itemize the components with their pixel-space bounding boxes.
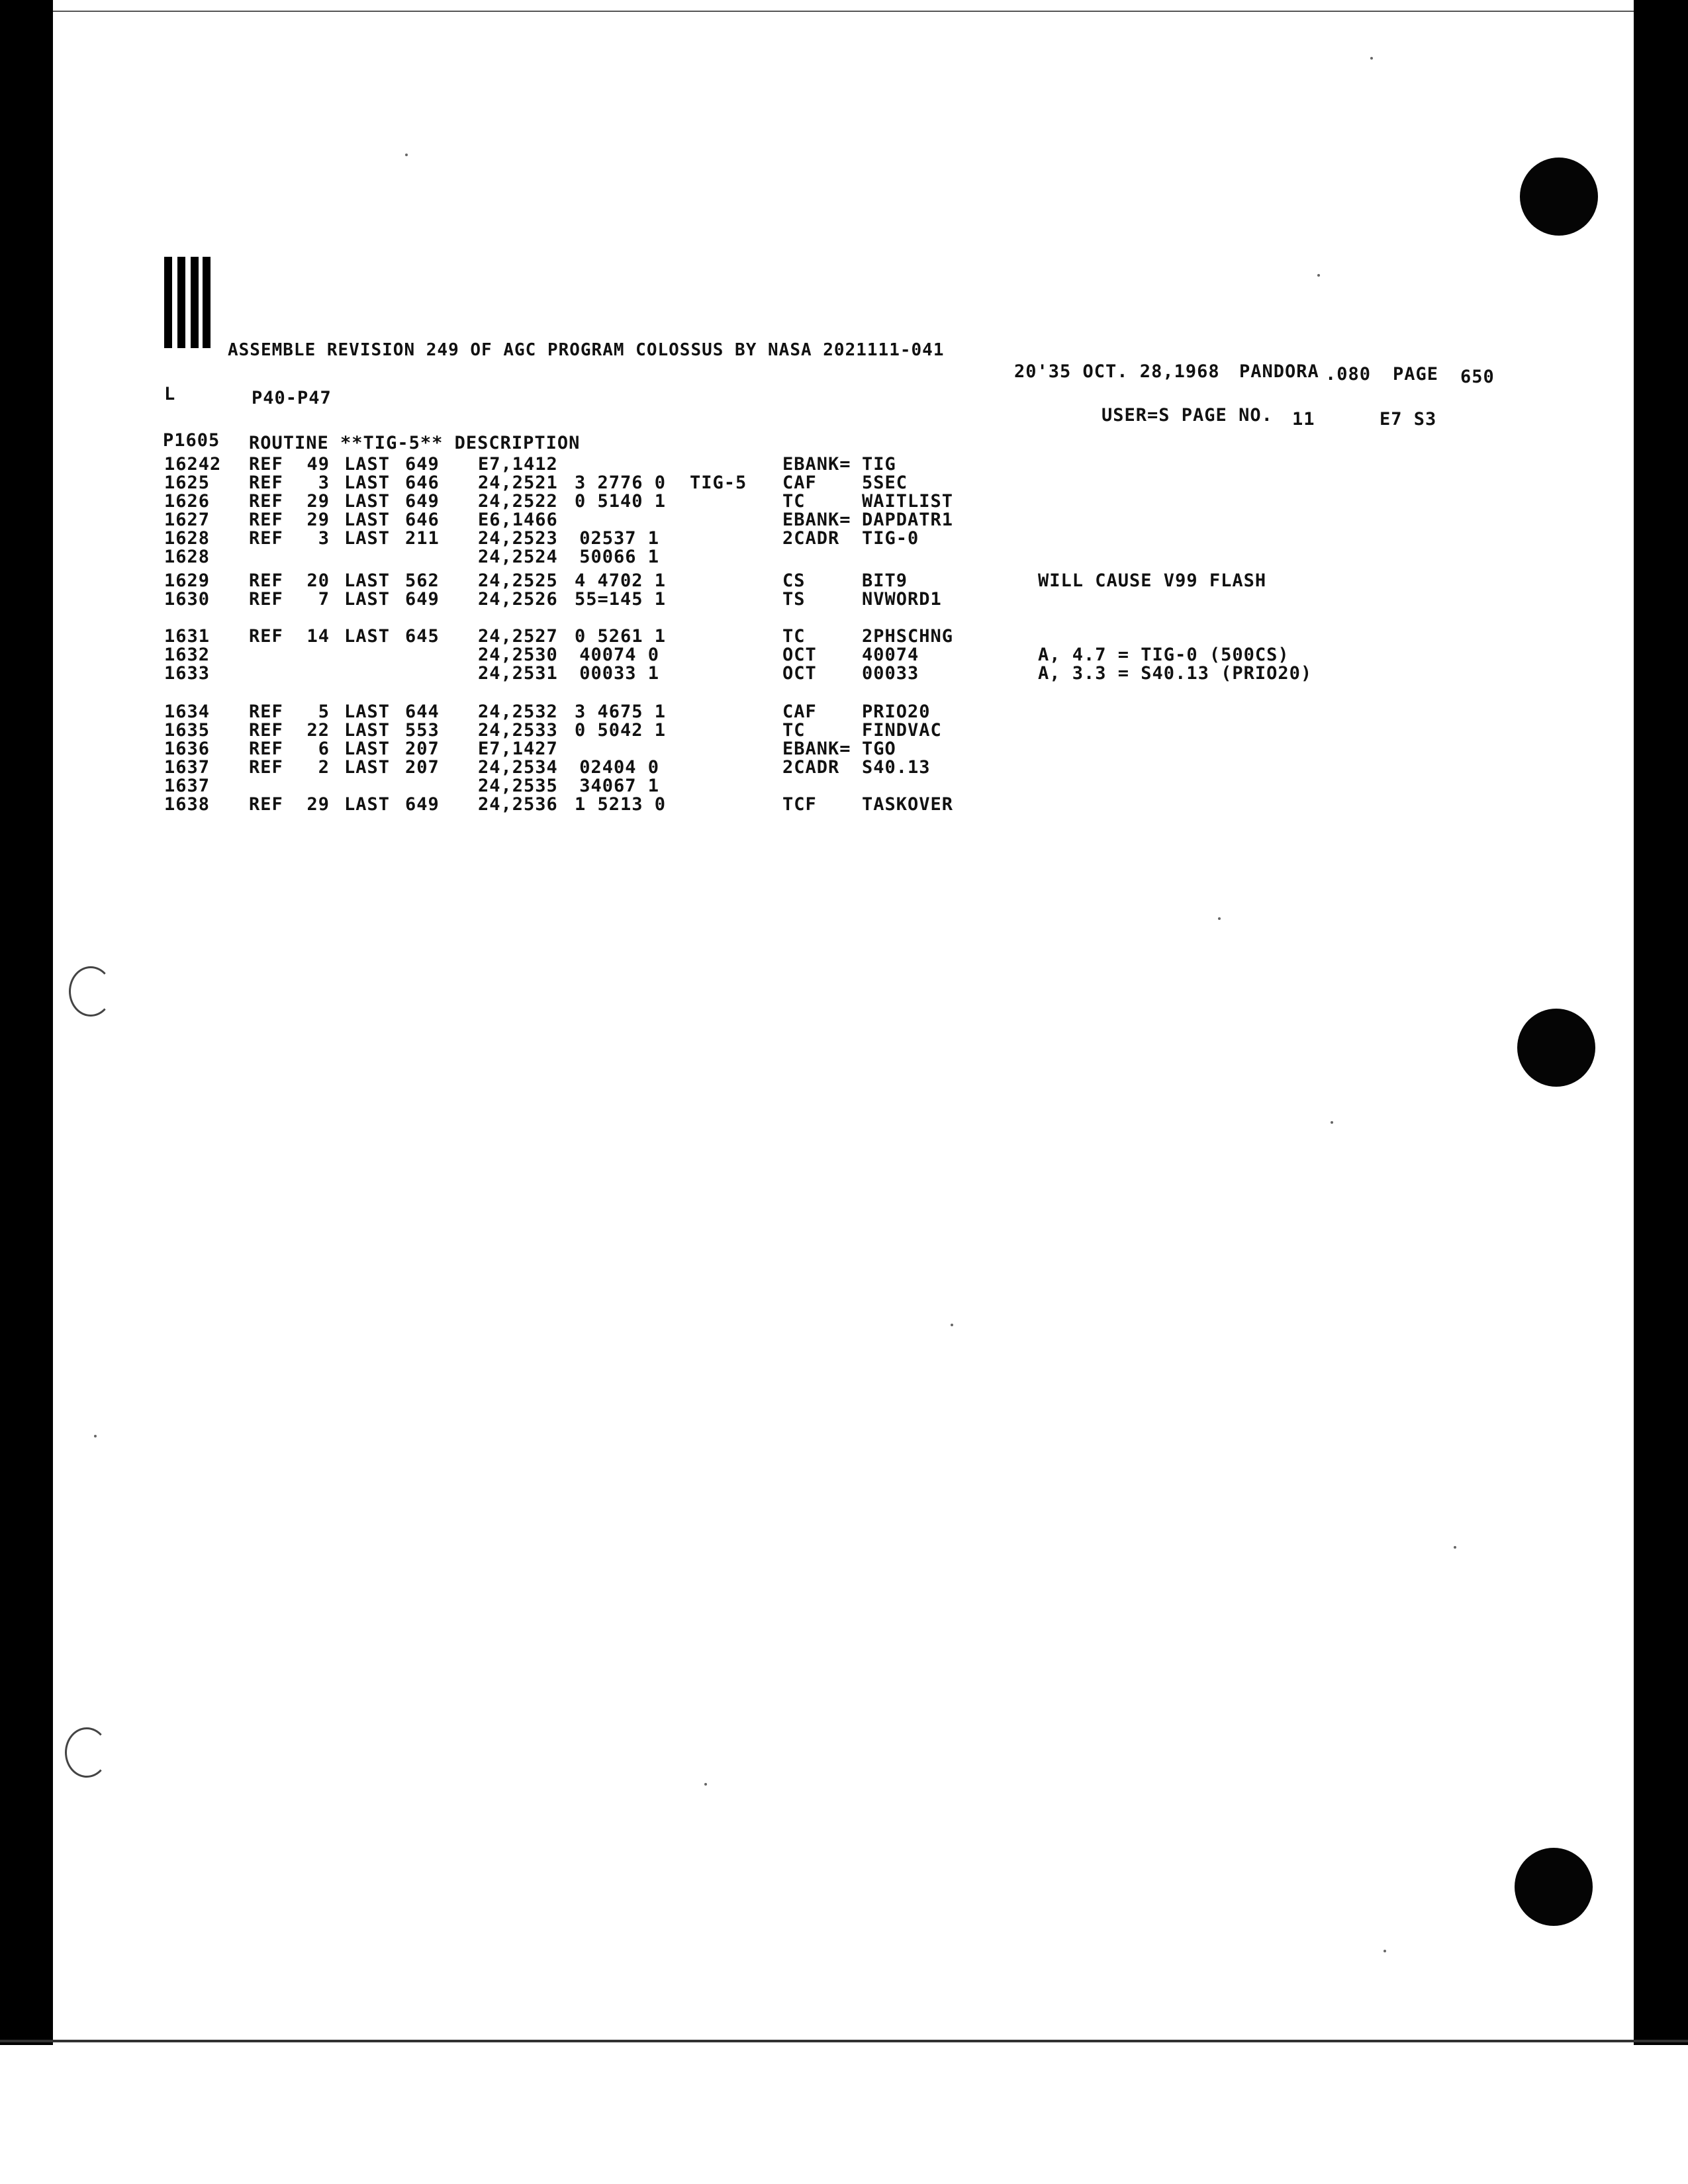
cell-ref-marker: REF [249, 739, 283, 759]
user-page-label: USER=S PAGE NO. [1102, 405, 1273, 426]
cell-ref-count: 5 [318, 702, 330, 722]
timestamp: 20'35 OCT. 28,1968 [1014, 361, 1220, 382]
cell-line-number: 1637 [164, 757, 211, 778]
cell-comment: WILL CAUSE V99 FLASH [1038, 570, 1267, 591]
cell-ref-marker: REF [249, 626, 283, 647]
cell-line-number: 1634 [164, 702, 211, 722]
cell-last-marker: LAST [344, 757, 391, 778]
cell-opcode: TS [782, 589, 806, 610]
cell-line-number: 1627 [164, 510, 211, 530]
cell-line-number: 1630 [164, 589, 211, 610]
cell-last-page: 646 [405, 473, 440, 493]
cell-address: 24,2526 [478, 589, 558, 610]
cell-operand: PRIO20 [862, 702, 931, 722]
cell-address: 24,2531 [478, 663, 558, 684]
cell-octal-code: 0 5042 1 [575, 720, 667, 741]
cell-last-marker: LAST [344, 794, 391, 815]
cell-last-page: 553 [405, 720, 440, 741]
cell-ref-count: 29 [306, 794, 330, 815]
cell-ref-marker: REF [249, 589, 283, 610]
cell-address: 24,2536 [478, 794, 558, 815]
page-label: PAGE [1393, 364, 1439, 385]
cell-comment: A, 3.3 = S40.13 (PRIO20) [1038, 663, 1313, 684]
cell-octal-code: 3 2776 0 [575, 473, 667, 493]
cell-operand: 00033 [862, 663, 919, 684]
cell-address: 24,2527 [478, 626, 558, 647]
cell-ref-count: 2 [318, 757, 330, 778]
cell-opcode: TCF [782, 794, 817, 815]
cell-last-page: 645 [405, 626, 440, 647]
cell-last-marker: LAST [344, 702, 391, 722]
cell-opcode: TC [782, 720, 806, 741]
cell-ref-marker: REF [249, 491, 283, 512]
cell-ref-count: 3 [318, 473, 330, 493]
cell-octal-code: 0 5140 1 [575, 491, 667, 512]
cell-operand: 5SEC [862, 473, 908, 493]
bank-reference: E7 S3 [1380, 409, 1437, 430]
cell-ref-marker: REF [249, 757, 283, 778]
cell-octal-code: 3 4675 1 [575, 702, 667, 722]
cell-operand: NVWORD1 [862, 589, 942, 610]
cell-line-number: 1628 [164, 528, 211, 549]
cell-operand: TGO [862, 739, 896, 759]
cell-line-number: 1635 [164, 720, 211, 741]
cell-ref-count: 49 [306, 454, 330, 475]
cell-ref-count: 20 [306, 570, 330, 591]
cell-last-marker: LAST [344, 491, 391, 512]
cell-operand: 2PHSCHNG [862, 626, 954, 647]
cell-address: 24,2525 [478, 570, 558, 591]
cell-address: 24,2521 [478, 473, 558, 493]
cell-ref-count: 7 [318, 589, 330, 610]
cell-line-number: 1631 [164, 626, 211, 647]
cell-last-marker: LAST [344, 454, 391, 475]
cell-opcode: EBANK= [782, 454, 851, 475]
cell-address: E7,1412 [478, 454, 558, 475]
cell-last-marker: LAST [344, 510, 391, 530]
cell-last-page: 207 [405, 757, 440, 778]
cell-comment: A, 4.7 = TIG-0 (500CS) [1038, 645, 1289, 665]
cell-ref-marker: REF [249, 528, 283, 549]
cell-last-marker: LAST [344, 570, 391, 591]
cell-opcode: TC [782, 491, 806, 512]
cell-octal-code: 02537 1 [579, 528, 659, 549]
cell-last-page: 207 [405, 739, 440, 759]
cell-operand: S40.13 [862, 757, 931, 778]
cell-operand: DAPDATR1 [862, 510, 954, 530]
cell-operand: WAITLIST [862, 491, 954, 512]
cell-line-number: 1632 [164, 645, 211, 665]
cell-octal-code: 55=145 1 [575, 589, 667, 610]
cell-line-number: 1633 [164, 663, 211, 684]
cell-octal-code: 00033 1 [579, 663, 659, 684]
cell-last-page: 562 [405, 570, 440, 591]
cell-ref-marker: REF [249, 570, 283, 591]
cell-operand: FINDVAC [862, 720, 942, 741]
cell-ref-count: 14 [306, 626, 330, 647]
cell-label: TIG-5 [690, 473, 747, 493]
cell-ref-marker: REF [249, 510, 283, 530]
cell-ref-count: 22 [306, 720, 330, 741]
cell-operand: BIT9 [862, 570, 908, 591]
cell-ref-marker: REF [249, 702, 283, 722]
cell-last-page: 646 [405, 510, 440, 530]
cell-address: E6,1466 [478, 510, 558, 530]
cell-operand: TIG-0 [862, 528, 919, 549]
cell-opcode: CAF [782, 702, 817, 722]
cell-address: 24,2533 [478, 720, 558, 741]
section-line-number: P1605 [163, 430, 220, 451]
cell-opcode: EBANK= [782, 510, 851, 530]
cell-octal-code: 02404 0 [579, 757, 659, 778]
cell-last-marker: LAST [344, 528, 391, 549]
user-page-number: 11 [1292, 409, 1315, 430]
cell-line-number: 1629 [164, 570, 211, 591]
cell-line-number: 16242 [164, 454, 222, 475]
cell-last-page: 649 [405, 794, 440, 815]
cell-ref-count: 29 [306, 491, 330, 512]
cell-address: 24,2534 [478, 757, 558, 778]
cell-last-page: 211 [405, 528, 440, 549]
cell-ref-marker: REF [249, 794, 283, 815]
job-number: .080 [1325, 364, 1372, 385]
cell-opcode: 2CADR [782, 528, 840, 549]
cell-last-page: 649 [405, 454, 440, 475]
cell-last-page: 644 [405, 702, 440, 722]
cell-ref-count: 3 [318, 528, 330, 549]
cell-last-marker: LAST [344, 720, 391, 741]
cell-operand: TIG [862, 454, 896, 475]
cell-octal-code: 4 4702 1 [575, 570, 667, 591]
page-type: L [164, 384, 176, 404]
cell-octal-code: 50066 1 [579, 547, 659, 567]
cell-address: 24,2535 [478, 776, 558, 796]
cell-ref-count: 6 [318, 739, 330, 759]
cell-line-number: 1637 [164, 776, 211, 796]
cell-last-page: 649 [405, 589, 440, 610]
cell-address: 24,2523 [478, 528, 558, 549]
cell-ref-marker: REF [249, 473, 283, 493]
cell-line-number: 1638 [164, 794, 211, 815]
cell-line-number: 1625 [164, 473, 211, 493]
cell-address: 24,2530 [478, 645, 558, 665]
cell-address: E7,1427 [478, 739, 558, 759]
cell-operand: TASKOVER [862, 794, 954, 815]
cell-opcode: CAF [782, 473, 817, 493]
cell-operand: 40074 [862, 645, 919, 665]
cell-opcode: 2CADR [782, 757, 840, 778]
assemble-header: ASSEMBLE REVISION 249 OF AGC PROGRAM COLOSSUS BY NASA 2021111-041 [228, 340, 945, 360]
cell-opcode: OCT [782, 645, 817, 665]
cell-last-marker: LAST [344, 626, 391, 647]
section-title: ROUTINE **TIG-5** DESCRIPTION [249, 433, 581, 453]
cell-opcode: CS [782, 570, 806, 591]
user-name: PANDORA [1239, 361, 1319, 382]
cell-last-page: 649 [405, 491, 440, 512]
cell-ref-marker: REF [249, 454, 283, 475]
cell-address: 24,2524 [478, 547, 558, 567]
cell-last-marker: LAST [344, 589, 391, 610]
cell-ref-marker: REF [249, 720, 283, 741]
cell-address: 24,2532 [478, 702, 558, 722]
cell-line-number: 1628 [164, 547, 211, 567]
page-number: 650 [1460, 367, 1495, 387]
section-name: P40-P47 [252, 388, 332, 408]
cell-opcode: EBANK= [782, 739, 851, 759]
cell-opcode: TC [782, 626, 806, 647]
cell-ref-count: 29 [306, 510, 330, 530]
cell-octal-code: 0 5261 1 [575, 626, 667, 647]
cell-last-marker: LAST [344, 473, 391, 493]
cell-opcode: OCT [782, 663, 817, 684]
cell-octal-code: 34067 1 [579, 776, 659, 796]
cell-address: 24,2522 [478, 491, 558, 512]
cell-last-marker: LAST [344, 739, 391, 759]
cell-octal-code: 1 5213 0 [575, 794, 667, 815]
cell-octal-code: 40074 0 [579, 645, 659, 665]
cell-line-number: 1636 [164, 739, 211, 759]
cell-line-number: 1626 [164, 491, 211, 512]
